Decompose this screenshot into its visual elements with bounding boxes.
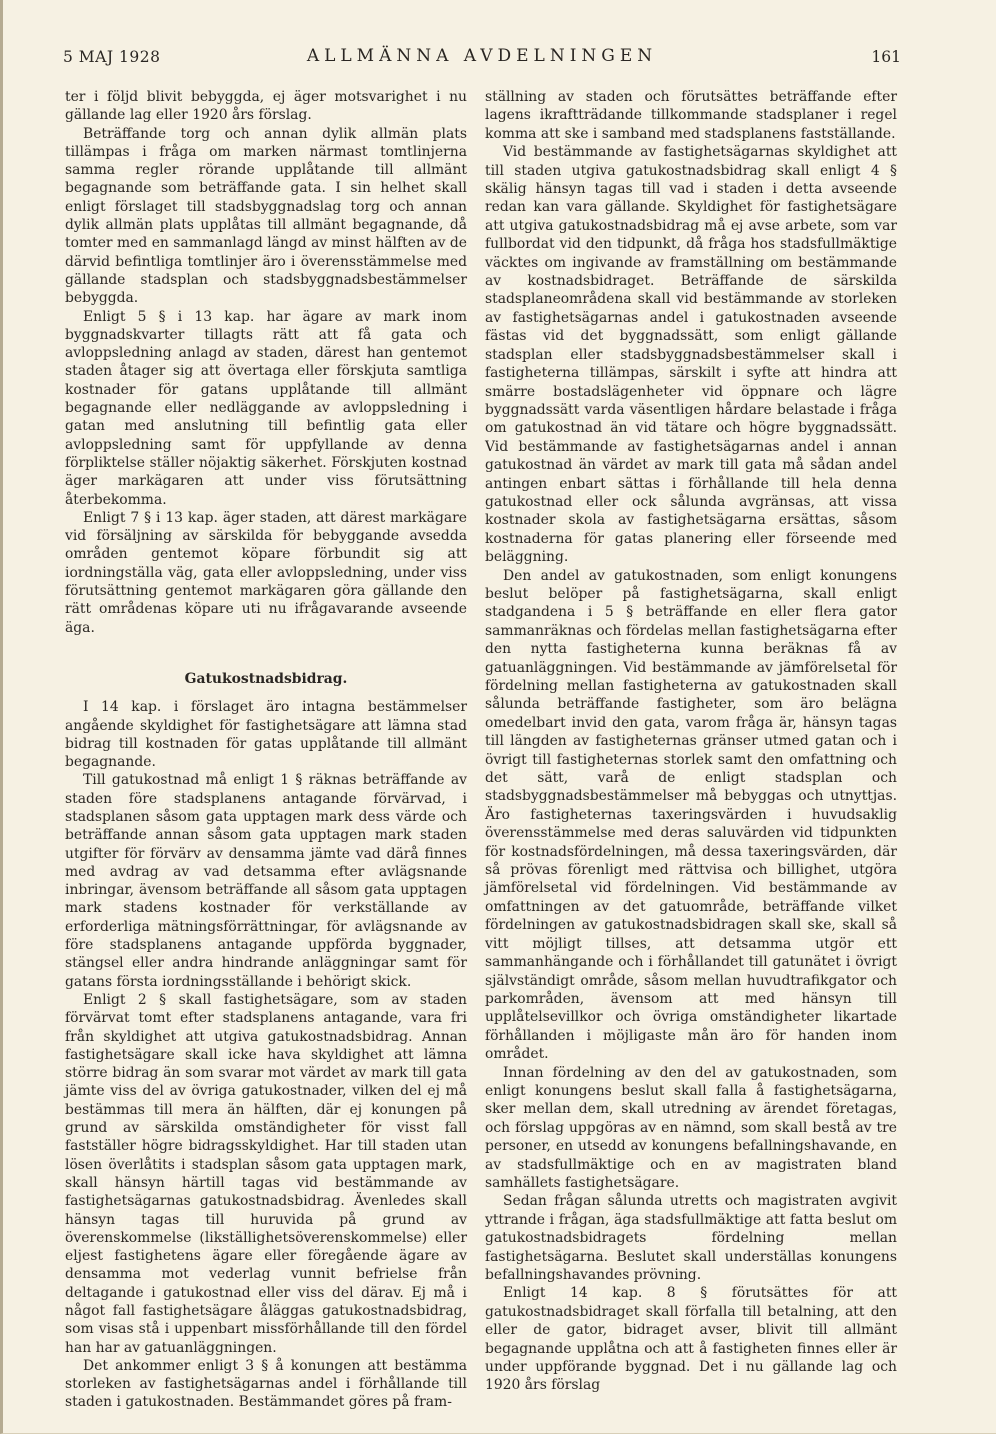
spacer xyxy=(65,637,467,670)
paragraph: Enligt 2 § skall fastighetsägare, som av staden förvärvat tomt efter stadsplanens antagande, vara fri från skyldighet att utgiva gatukostnadsbidrag. Annan fastighetsägare skall icke hava skyldighet att lämna större bidrag än som svarar mot värdet av mark till gata jämte viss del av övriga gatukostnader, vilken del ej må bestämmas till mera än hälften, där ej konungen på grund av särskilda omständigheter för visst fall fastställer högre bidragsskyldighet. Har till staden utan lösen överlåtits i stadsplan såsom gata upptagen mark, skall hänsyn härtill tagas vid bestämmande av fastighetsägarnas gatukostnadsbidrag. Ävenledes skall hänsyn tagas till huruvida på grund av överenskommelse (likställighetsöverenskommelse) eller eljest fastighetens ägare eller föregående ägare av densamma mot vederlag vunnit befrielse från deltagande i gatukostnad eller viss del därav. Ej må i något fall fastighetsägare åläggas gatukostnadsbidrag, som visas stå i uppenbart missförhållande till den fördel han har av gatuanläggningen. xyxy=(65,991,467,1356)
paragraph: Den andel av gatukostnaden, som enligt konungens beslut belöper på fastighetsägarna, skall enligt stadgandena i 5 § beträffande en eller flera gator sammanräknas och fördelas mellan fastighetsägarna efter den nytta fastigheterna kunna beräknas få av gatuanläggningen. Vid bestämmande av jämförelsetal för fördelning mellan fastigheterna av gatukostnaden skall sålunda beträffande fastigheter, som äro belägna omedelbart invid den gata, varom fråga är, hänsyn tagas till längden av fastigheternas gränser utmed gatan och i övrigt till fastigheternas storlek samt den omfattning och det sätt, varå de enligt stadsplan och stadsbyggnadsbestämmelser må bebyggas och utnyttjas. Äro fastigheternas taxeringsvärden i huvudsaklig överensstämmelse med deras saluvärden vid tidpunkten för kostnadsfördelningen, må dessa taxeringsvärden, där så prövas förenligt med rättvisa och billighet, utgöra jämförelsetal vid fördelningen. Vid bestämmande av omfattningen av det gatuområde, beträffande vilket fördelningen av gatukostnadsbidragen skall ske, skall så vitt möjligt tillses, att detsamma utgör ett sammanhängande och i förhållandet till gatunätet i övrigt självständigt område, såsom mellan huvudtrafikgator och parkområden, ävensom att med hänsyn till upplåtelsevillkor och övriga omständigheter likartade förhållanden i möjligaste mån äro för handen inom området. xyxy=(485,567,897,1063)
paragraph: ter i följd blivit bebyggda, ej äger motsvarighet i nu gällande lag eller 1920 års förslag. xyxy=(65,89,467,124)
paragraph: Till gatukostnad må enligt 1 § räknas beträffande av staden före stadsplanens antagande förvärvad, i stadsplanen såsom gata upptagen mark dess värde och beträffande annan såsom gata upptagen mark staden utgifter för förvärv av densamma jämte vad därå finnes med avdrag av vad detsamma efter avlägsnande inbringar, ävensom beträffande all såsom gata upptagen mark stadens kostnader för verkställande av erforderliga mätningsförrättningar, för avlägsnande av före stadsplanens antagande uppförda byggnader, stängsel eller andra hindrande anläggningar samt för gatans första iordningsställande i behörigt skick. xyxy=(65,772,467,990)
page-number: 161 xyxy=(871,48,901,66)
paragraph: I 14 kap. i förslaget äro intagna bestämmelser angående skyldighet för fastighetsägare att lämna stad bidrag till kostnaden för gatas upplåtande till allmänt begagnande. xyxy=(65,699,467,771)
paragraph: Beträffande torg och annan dylik allmän plats tillämpas i fråga om marken närmast tomtlinjerna samma regler rörande upplåtande till allmänt begagnande som beträffande gata. I sin helhet skall enligt förslaget till stadsbyggnadslag torg och annan dylik allmän plats upplåtas till allmänt begagnande, då tomter med en sammanlagd längd av minst hälften av de därvid befintliga tomtlinjer äro i överensstämmelse med gällande stadsplan och stadsbyggnadsbestämmelser bebyggda. xyxy=(65,125,467,307)
paragraph: Sedan frågan sålunda utretts och magistraten avgivit yttrande i frågan, äga stadsfullmäktige att fatta beslut om gatukostnadsbidragets fördelning mellan fastighetsägarna. Beslutet skall underställas konungens befallningshavandes prövning. xyxy=(485,1193,897,1283)
section-title: ALLMÄNNA AVDELNINGEN xyxy=(306,46,658,66)
running-header xyxy=(63,46,901,76)
section-heading: Gatukostnadsbidrag. xyxy=(184,670,348,687)
right-column xyxy=(485,88,897,1395)
paragraph: ställning av staden och förutsättes beträffande efter lagens ikraftträdande tillkommande stadsplaner i regel komma att ske i samband med stadsplanens fastställande. xyxy=(485,89,897,142)
spacer xyxy=(65,688,467,698)
paragraph: Enligt 5 § i 13 kap. har ägare av mark inom byggnadskvarter tillagts rätt att få gata och avloppsledning anlagd av staden, därest han gentemot staden åtager sig att övertaga eller förskjuta samtliga kostnader för gatans upplåtande till allmänt begagnande eller nedläggande av avloppsledning i gatan med anslutning till befintlig gata eller avloppsledning samt för uppfyllande av denna förpliktelse ställer nöjaktig säkerhet. Förskjuten kostnad äger markägaren att under viss förutsättning återbekomma. xyxy=(65,308,467,508)
paragraph: Innan fördelning av den del av gatukostnaden, som enligt konungens beslut skall falla å fastighetsägarna, sker mellan dem, skall utredning av ärendet företagas, och förslag uppgöras av en nämnd, som skall bestå av tre personer, en utsedd av konungens befallningshavande, en av stadsfullmäktige och en av magistraten bland samhällets fastighetsägare. xyxy=(485,1064,897,1191)
paragraph: Enligt 14 kap. 8 § förutsättes för att gatukostnadsbidraget skall förfalla till betalning, att den eller de gator, bidraget avser, blivit till allmänt begagnande upplåtna och att å fastigheten finnes eller är under uppförande byggnad. Det i nu gällande lag och 1920 års förslag xyxy=(485,1285,897,1394)
issue-date: 5 MAJ 1928 xyxy=(63,48,161,66)
paragraph: Vid bestämmande av fastighetsägarnas skyldighet att till staden utgiva gatukostnadsbidrag skall enligt 4 § skälig hänsyn tagas till vad i staden i detta avseende redan kan vara gällande. Skyldighet för fastighetsägare att utgiva gatukostnadsbidrag må ej avse arbete, som var fullbordat vid den tidpunkt, då fråga hos stadsfullmäktige väcktes om ingivande av framställning om bestämmande av kostnadsbidraget. Beträffande de särskilda stadsplaneområdena skall vid bestämmande av storleken av fastighetsägarnas andel i gatukostnaden avseende fästas vid det byggnadssätt, som enligt gällande stadsplan eller stadsbyggnadsbestämmelser skall i fastigheterna tillämpas, särskilt i syfte att hindra att smärre bostadslägenheter vid öppnare och lägre byggnadssätt varda väsentligen hårdare belastade i fråga om gatukostnad än vid tätare och högre byggnadssätt. Vid bestämmande av fastighetsägarnas andel i annan gatukostnad än värdet av mark till gata må sådan andel antingen enbart sättas i förhållande till hela denna gatukostnad eller ock sålunda avgränsas, att vissa kostnader skola av fastighetsägarna ersättas, såsom kostnaderna för gatas planering eller förseende med beläggning. xyxy=(485,144,897,566)
paragraph: Det ankommer enligt 3 § å konungen att bestämma storleken av fastighetsägarnas andel i förhållande till staden i gatukostnaden. Bestämmandet göres på fram- xyxy=(65,1357,467,1411)
left-column xyxy=(65,88,467,1412)
paragraph: Enligt 7 § i 13 kap. äger staden, att därest markägare vid försäljning av särskilda för bebyggande avsedda områden gentemot köpare förbundit sig att iordningställa väg, gata eller avloppsledning, under viss förutsättning gentemot markägaren göra gällande den rätt områdenas köpare uti nu ifrågavarande avseende äga. xyxy=(65,509,467,636)
